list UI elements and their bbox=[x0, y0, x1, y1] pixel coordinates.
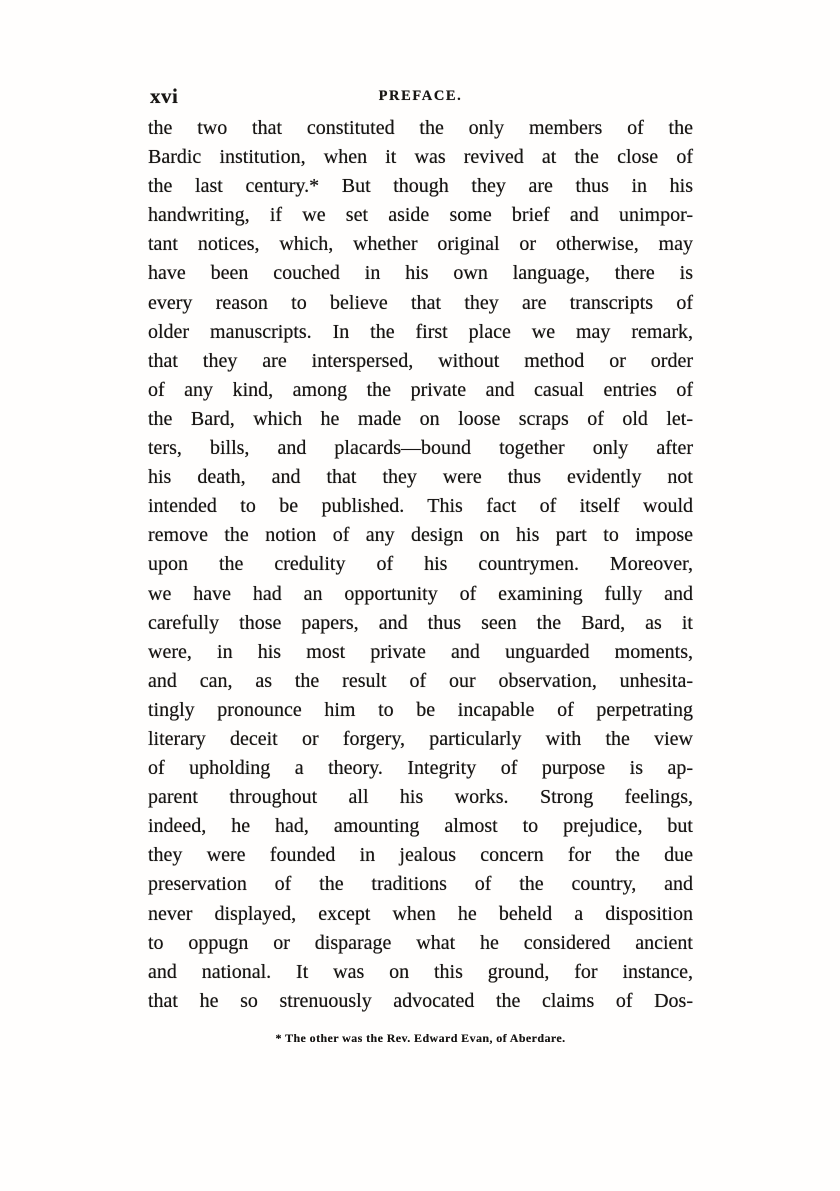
text-line: to oppugn or disparage what he considered ancient bbox=[148, 931, 693, 954]
text-line: that he so strenuously advocated the claims of Dos- bbox=[148, 989, 693, 1012]
text-line: literary deceit or forgery, particularly with the view bbox=[148, 727, 693, 750]
text-line: older manuscripts. In the first place we may remark, bbox=[148, 320, 693, 343]
text-line: that they are interspersed, without method or order bbox=[148, 349, 693, 372]
text-line: Bardic institution, when it was revived at the close of bbox=[148, 146, 693, 169]
text-line: parent throughout all his works. Strong feelings, bbox=[148, 786, 693, 809]
text-line: they were founded in jealous concern for the due bbox=[148, 844, 693, 867]
text-line: and national. It was on this ground, for instance, bbox=[148, 960, 693, 983]
text-line: handwriting, if we set aside some brief and unimpor- bbox=[148, 204, 693, 227]
text-line: the two that constituted the only members of the bbox=[148, 117, 693, 139]
text-line: we have had an opportunity of examining fully and bbox=[148, 582, 693, 605]
page-number: xvi bbox=[150, 84, 179, 108]
text-line: indeed, he had, amounting almost to prejudice, but bbox=[148, 815, 693, 838]
text-line: and can, as the result of our observation, unhesita- bbox=[148, 669, 693, 692]
text-line: his death, and that they were thus evidently not bbox=[148, 466, 693, 489]
text-line: were, in his most private and unguarded moments, bbox=[148, 640, 693, 663]
text-line: carefully those papers, and thus seen the Bard, as it bbox=[148, 611, 693, 634]
text-line: never displayed, except when he beheld a disposition bbox=[148, 902, 693, 925]
text-line: the last century.* But though they are thus in his bbox=[148, 175, 693, 198]
footnote: * The other was the Rev. Edward Evan, of Aberdare. bbox=[275, 1031, 566, 1045]
text-line: remove the notion of any design on his part to impose bbox=[148, 524, 693, 547]
text-line: of any kind, among the private and casual entries of bbox=[148, 378, 693, 401]
text-line: of upholding a theory. Integrity of purpose is ap- bbox=[148, 757, 693, 780]
text-line: preservation of the traditions of the country, and bbox=[148, 873, 693, 896]
text-line: the Bard, which he made on loose scraps of old let- bbox=[148, 407, 693, 430]
text-line: ters, bills, and placards—bound together only after bbox=[148, 437, 693, 460]
body-text bbox=[148, 114, 693, 1016]
running-title: PREFACE. bbox=[378, 88, 463, 104]
text-line: intended to be published. This fact of itself would bbox=[148, 495, 693, 518]
text-line: tant notices, which, whether original or otherwise, may bbox=[148, 233, 693, 256]
page-header bbox=[148, 84, 693, 108]
text-line: upon the credulity of his countrymen. Moreover, bbox=[148, 553, 693, 576]
text-line: tingly pronounce him to be incapable of perpetrating bbox=[148, 698, 693, 721]
text-line: every reason to believe that they are transcripts of bbox=[148, 291, 693, 314]
text-line: have been couched in his own language, there is bbox=[148, 262, 693, 285]
